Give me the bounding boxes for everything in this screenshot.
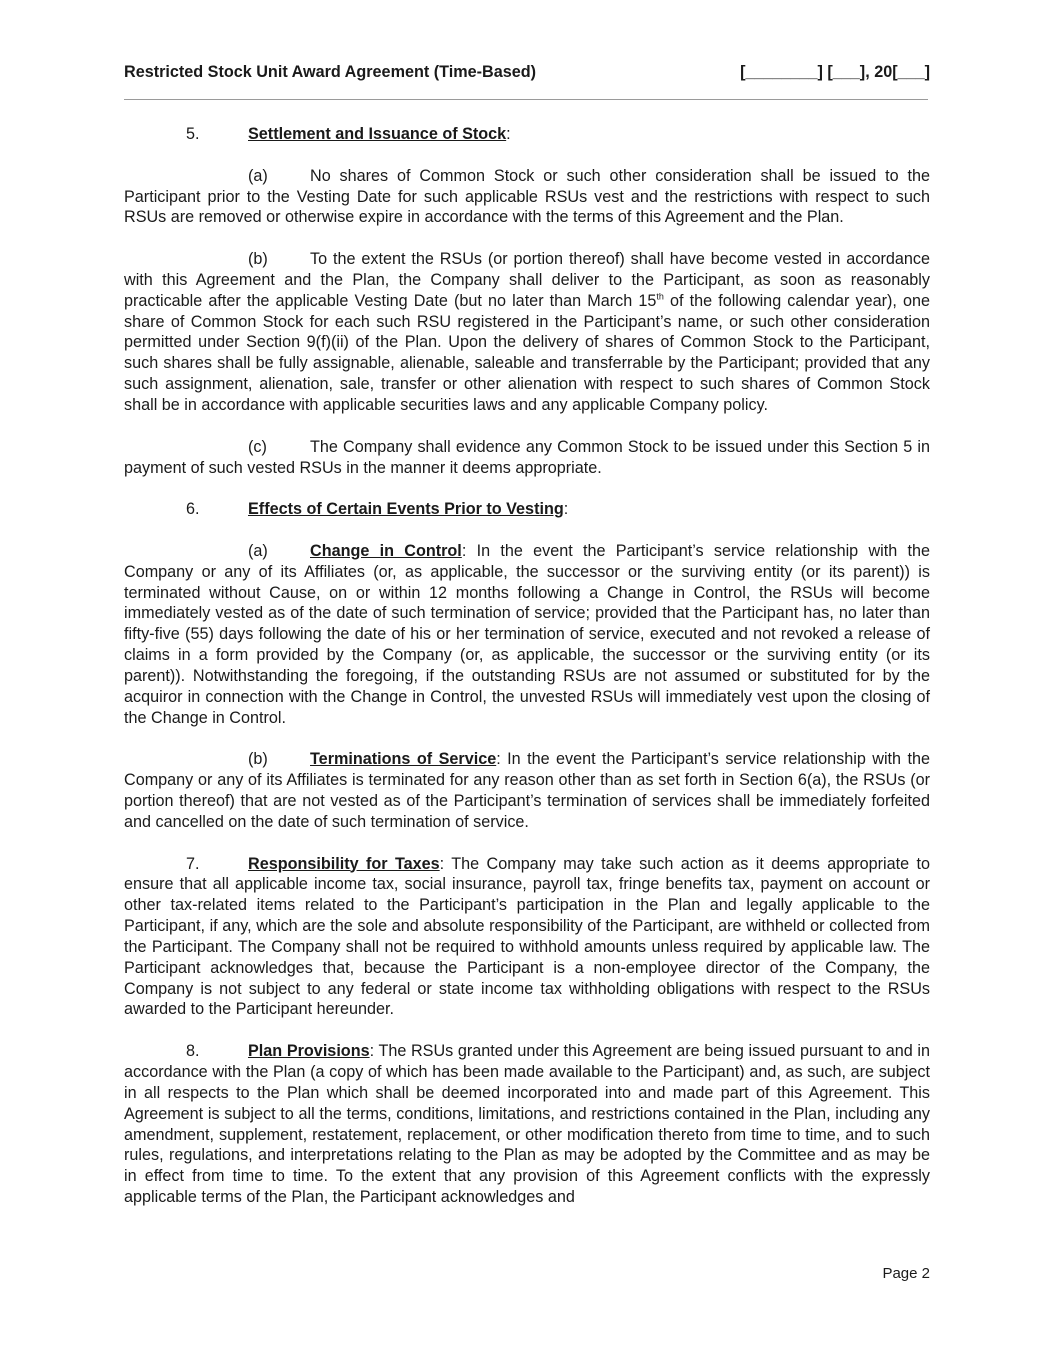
header-title: Restricted Stock Unit Award Agreement (Time-Based) — [124, 63, 536, 81]
clause-text: : In the event the Participant’s service relationship with the Company or any of its Affiliates is terminated for any reason other than as set forth in Section 6(a), the RSUs (or portion thereof) that are not vested as of the Participant’s termination of services shall be immediately forfeited and cancelled on the date of such termination of service. — [124, 750, 930, 831]
section-number: 5. — [186, 125, 200, 143]
section-5a-paragraph — [124, 166, 930, 229]
section-number: 7. — [186, 854, 200, 873]
section-7-paragraph — [124, 854, 930, 1021]
section-5b-paragraph — [124, 249, 930, 416]
section-heading: Responsibility for Taxes — [248, 854, 440, 873]
section-5-title: 5. Settlement and Issuance of Stock: — [124, 124, 930, 145]
clause-label: (b) — [248, 750, 268, 769]
section-6a-paragraph — [124, 541, 930, 729]
section-6b-paragraph — [124, 749, 930, 832]
section-5c-paragraph — [124, 437, 930, 479]
clause-label: (a) — [248, 541, 268, 560]
clause-text: To the extent the RSUs (or portion thereof) shall have become vested in accordance with this Agreement and the Plan, the Company shall deliver to the Participant, as soon as reasonably practicable after the applicable Vesting Date (but no later than March 15 — [124, 250, 930, 310]
section-number: 6. — [186, 500, 200, 519]
section-text: : The RSUs granted under this Agreement are being issued pursuant to and in accordance with the Plan (a copy of which has been made available to the Participant) and, as such, are subject in all respects to the Plan which shall be deemed incorporated into and made part of this Agreement. This Agreement is subject to all the terms, conditions, limitations, and restrictions contained in the Plan, including any amendment, supplement, restatement, replacement, or other modification thereto from time to time, and to such rules, regulations, and interpretations relating to the Plan as may be adopted by the Committee and as may be in effect from time to time. To the extent that any provision of this Agreement conflicts with the expressly applicable terms of the Plan, the Participant acknowledges and — [124, 1042, 930, 1207]
section-6-title: 6. Effects of Certain Events Prior to Vesting: — [124, 499, 930, 520]
clause-label: (c) — [248, 437, 267, 456]
page-header — [124, 63, 930, 85]
section-heading: Plan Provisions — [248, 1042, 370, 1061]
clause-label: (a) — [248, 166, 268, 185]
section-heading: Settlement and Issuance of Stock — [248, 125, 507, 143]
clause-heading: Terminations of Service — [310, 750, 497, 769]
section-number: 8. — [186, 1042, 200, 1061]
clause-label: (b) — [248, 250, 268, 269]
clause-text: : In the event the Participant’s service relationship with the Company or any of its Affiliates (or, as applicable, the successor or the surviving entity (or its parent)) is terminated without Cause, on or within 12 months following a Change in Control, the RSUs will become immediately vested as of the date of such termination of service; provided that the Participant has, no later than fifty-five (55) days following the date of his or her termination of service, executed and not revoked a release of claims in a form provided by the Company (or, as applicable, the successor or the surviving entity (or its parent)). Notwithstanding the foregoing, if the outstanding RSUs are not assumed or substituted for by the acquiror in connection with the Change in Control, the unvested RSUs will immediately vest upon the closing of the Change in Control. — [124, 541, 930, 727]
document-body — [124, 124, 930, 1208]
ordinal-superscript: th — [656, 291, 664, 302]
section-text: : The Company may take such action as it deems appropriate to ensure that all applicable income tax, social insurance, payroll tax, fringe benefits tax, payment on account or other tax-related items related to the Participant’s participation in the Plan and legally applicable to the Participant, if any, which are the sole and absolute responsibility of the Participant, are withheld or collected from the Participant. The Company shall not be required to withhold amounts unless required by applicable law. The Participant acknowledges that, because the Participant is a non-employee director of the Company, the Company is not subject to any federal or state income tax withholding obligations with respect to the RSUs awarded to the Participant hereunder. — [124, 854, 930, 1019]
section-heading: Effects of Certain Events Prior to Vesting — [248, 500, 564, 519]
page-number: Page 2 — [882, 1265, 930, 1282]
header-date-placeholder: [________] [___], 20[___] — [740, 63, 930, 81]
header-rule — [124, 99, 928, 100]
section-8-paragraph — [124, 1041, 930, 1208]
clause-text: No shares of Common Stock or such other consideration shall be issued to the Participant prior to the Vesting Date for such applicable RSUs vest and the restrictions with respect to such RSUs are removed or otherwise expire in accordance with the terms of this Agreement and the Plan. — [124, 166, 930, 227]
clause-heading: Change in Control — [310, 541, 462, 560]
clause-text: The Company shall evidence any Common Stock to be issued under this Section 5 in payment of such vested RSUs in the manner it deems appropriate. — [124, 437, 930, 477]
clause-text-continued: of the following calendar year), one share of Common Stock for each such RSU registered in the Participant’s name, or such other consideration permitted under Section 9(f)(ii) of the Plan. Upon the delivery of shares of Common Stock to the Participant, such shares shall be fully assignable, alienable, saleable and transferrable by the Participant; provided that any such assignment, alienation, sale, transfer or other alienation with respect to such shares of Common Stock shall be in accordance with applicable securities laws and any applicable Company policy. — [124, 291, 930, 414]
